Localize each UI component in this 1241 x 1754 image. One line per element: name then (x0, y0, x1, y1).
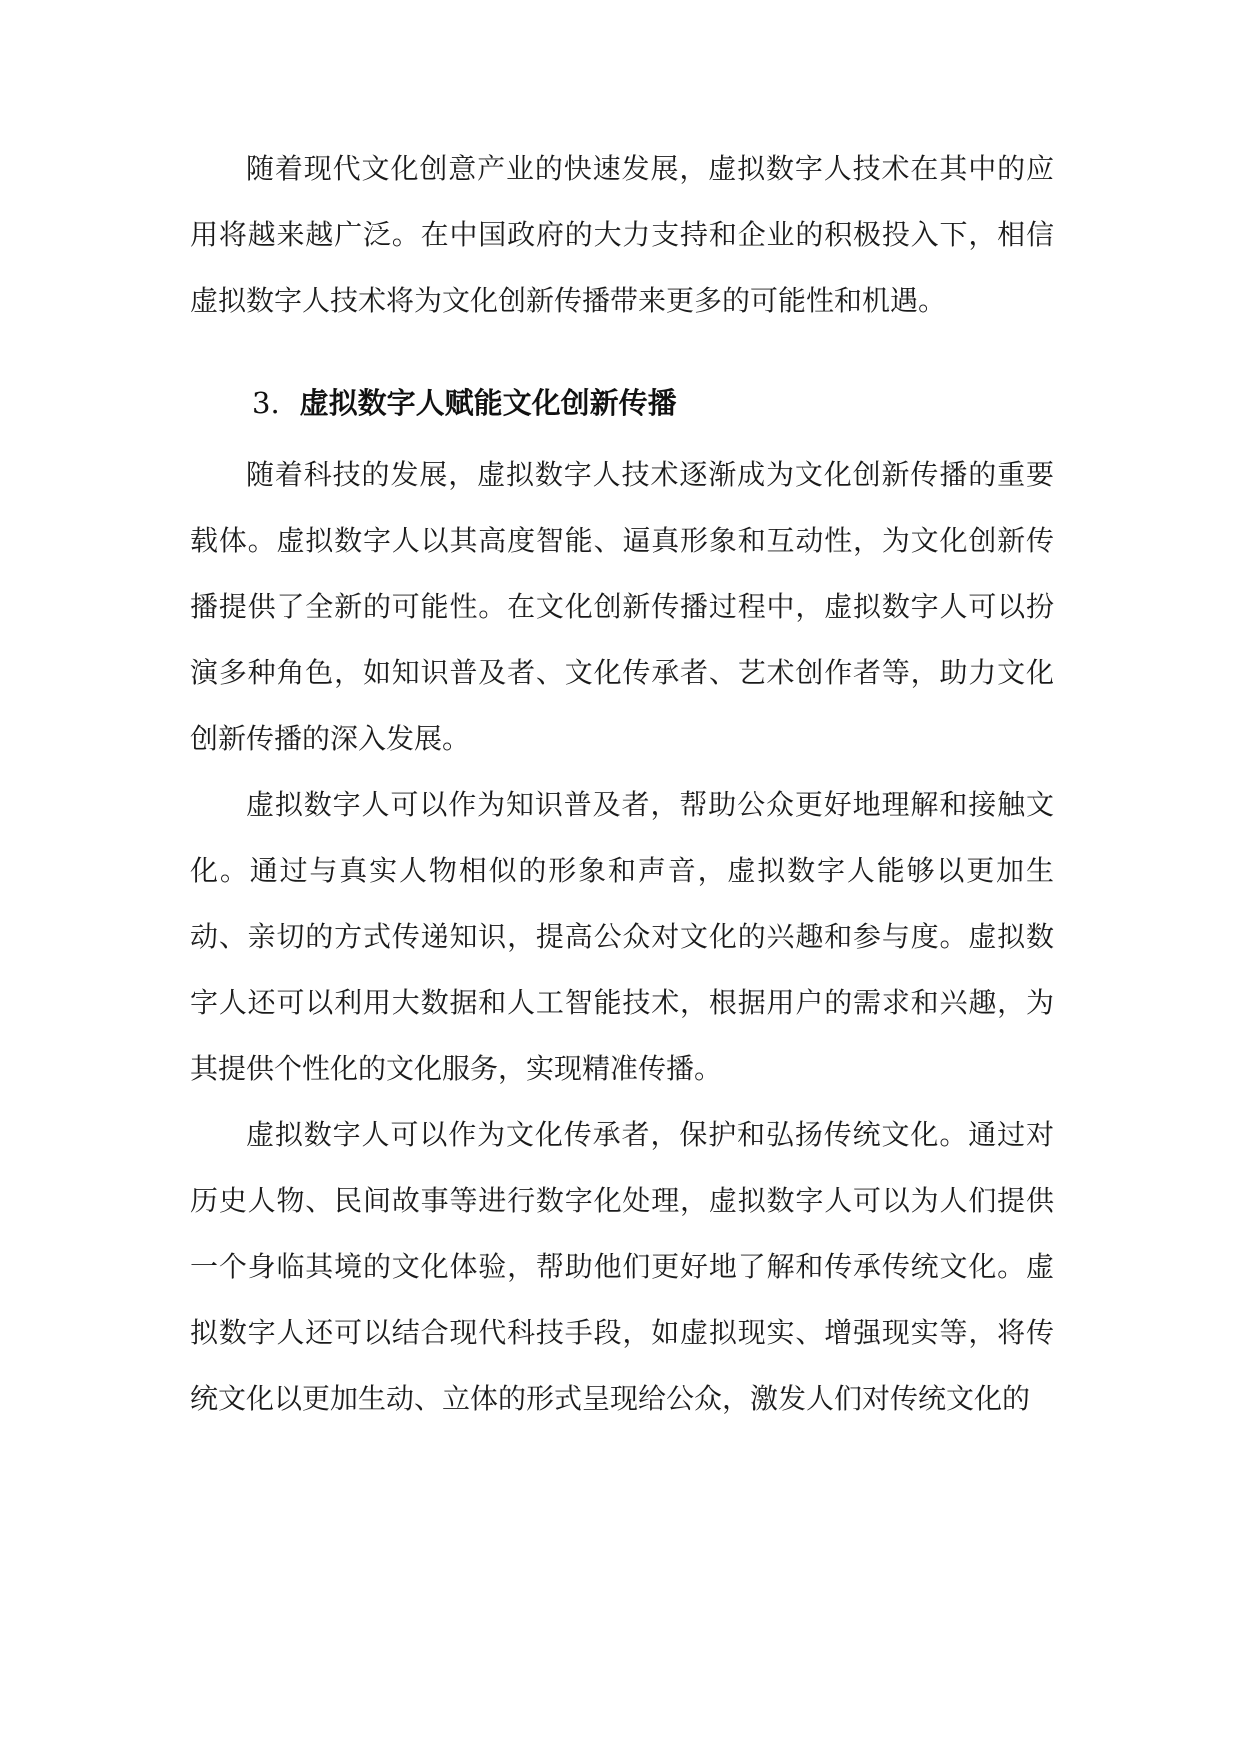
body-paragraph: 随着现代文化创意产业的快速发展，虚拟数字人技术在其中的应用将越来越广泛。在中国政府的大力支持和企业的积极投入下，相信虚拟数字人技术将为文化创新传播带来更多的可能性和机遇。 (190, 152, 1054, 317)
spacer (190, 334, 1054, 370)
document-body (190, 136, 1054, 1432)
body-paragraph: 虚拟数字人可以作为知识普及者，帮助公众更好地理解和接触文化。通过与真实人物相似的形象和声音，虚拟数字人能够以更加生动、亲切的方式传递知识，提高公众对文化的兴趣和参与度。虚拟数字人还可以利用大数据和人工智能技术，根据用户的需求和兴趣，为其提供个性化的文化服务，实现精准传播。 (190, 788, 1054, 1085)
body-paragraph: 虚拟数字人可以作为文化传承者，保护和弘扬传统文化。通过对历史人物、民间故事等进行数字化处理，虚拟数字人可以为人们提供一个身临其境的文化体验，帮助他们更好地了解和传承传统文化。虚拟数字人还可以结合现代科技手段，如虚拟现实、增强现实等，将传统文化以更加生动、立体的形式呈现给公众，激发人们对传统文化的 (190, 1118, 1054, 1415)
section-title: 虚拟数字人赋能文化创新传播 (299, 386, 677, 420)
body-paragraph: 随着科技的发展，虚拟数字人技术逐渐成为文化创新传播的重要载体。虚拟数字人以其高度智能、逼真形象和互动性，为文化创新传播提供了全新的可能性。在文化创新传播过程中，虚拟数字人可以扮演多种角色，如知识普及者、文化传承者、艺术创作者等，助力文化创新传播的深入发展。 (190, 458, 1054, 755)
section-heading (190, 370, 1054, 436)
section-number: 3. (252, 386, 280, 420)
